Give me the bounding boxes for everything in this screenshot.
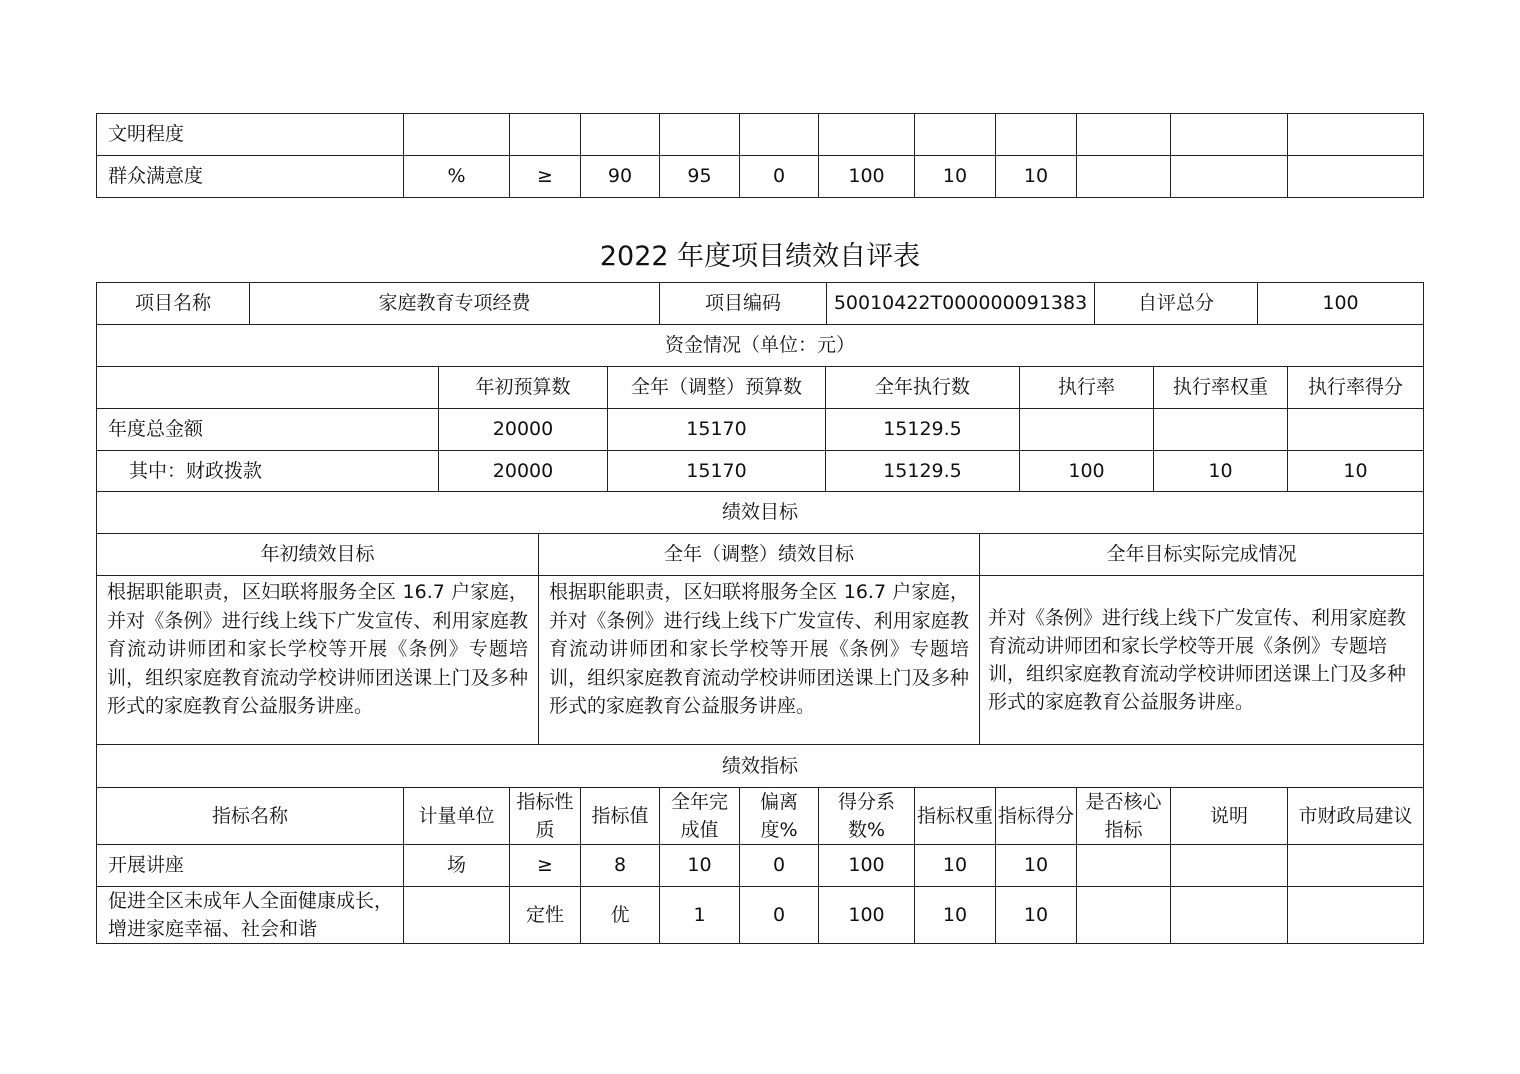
table-cell bbox=[1288, 845, 1424, 887]
table-cell: 并对《条例》进行线上线下广发宣传、利用家庭教育流动讲师团和家长学校等开展《条例》专题培训，组织家庭教育流动学校讲师团送课上门及多种形式的家庭教育公益服务讲座。 bbox=[980, 576, 1424, 745]
table-cell: 年初预算数 bbox=[439, 367, 608, 409]
table-cell bbox=[581, 114, 660, 156]
table-cell bbox=[97, 367, 439, 409]
table-cell: 开展讲座 bbox=[97, 845, 404, 887]
table-cell: 市财政局建议 bbox=[1288, 788, 1424, 845]
table-cell: 执行率得分 bbox=[1288, 367, 1424, 409]
indicator-table-continued bbox=[96, 113, 1424, 198]
table-cell: 100 bbox=[819, 845, 915, 887]
indicators-header bbox=[96, 744, 1424, 788]
table-cell: 年度总金额 bbox=[97, 409, 439, 451]
table-cell: 全年目标实际完成情况 bbox=[980, 534, 1424, 576]
self-evaluation-form bbox=[96, 283, 1423, 944]
table-cell: 90 bbox=[581, 156, 660, 198]
table-cell: 优 bbox=[581, 887, 660, 944]
funds-header bbox=[96, 324, 1424, 367]
table-cell: 10 bbox=[915, 156, 996, 198]
table-cell bbox=[819, 114, 915, 156]
table-row bbox=[97, 283, 1424, 325]
table-cell bbox=[740, 114, 819, 156]
table-cell: 场 bbox=[404, 845, 510, 887]
table-cell: 0 bbox=[740, 156, 819, 198]
table-cell: 15129.5 bbox=[826, 451, 1020, 492]
table-cell: 偏离度% bbox=[740, 788, 819, 845]
table-cell: 20000 bbox=[439, 409, 608, 451]
table-cell: 计量单位 bbox=[404, 788, 510, 845]
page-title: 2022 年度项目绩效自评表 bbox=[599, 241, 921, 272]
table-cell bbox=[996, 114, 1077, 156]
table-cell bbox=[1171, 156, 1288, 198]
table-row bbox=[97, 788, 1424, 845]
table-cell: 10 bbox=[660, 845, 740, 887]
table-cell: 0 bbox=[740, 845, 819, 887]
table-cell: 全年（调整）绩效目标 bbox=[539, 534, 980, 576]
table-cell: 指标得分 bbox=[996, 788, 1077, 845]
table-cell: 是否核心指标 bbox=[1077, 788, 1171, 845]
table-cell: 指标性质 bbox=[510, 788, 581, 845]
table-cell: ≥ bbox=[510, 845, 581, 887]
table-cell: 100 bbox=[819, 156, 915, 198]
table-cell: 1 bbox=[660, 887, 740, 944]
table-row bbox=[97, 367, 1424, 409]
table-cell bbox=[1288, 409, 1424, 451]
table-cell: 促进全区未成年人全面健康成长，增进家庭幸福、社会和谐 bbox=[97, 887, 404, 944]
table-cell: 100 bbox=[819, 887, 915, 944]
table-cell: 指标名称 bbox=[97, 788, 404, 845]
table-cell: 10 bbox=[915, 887, 996, 944]
table-cell: 10 bbox=[996, 845, 1077, 887]
table-cell: 项目名称 bbox=[97, 283, 250, 325]
table-cell: % bbox=[404, 156, 510, 198]
table-cell bbox=[1288, 156, 1424, 198]
table-row bbox=[97, 845, 1424, 887]
table-cell: 自评总分 bbox=[1095, 283, 1258, 325]
indicators-table bbox=[96, 787, 1424, 944]
table-cell: 其中：财政拨款 bbox=[97, 451, 439, 492]
table-cell: 15170 bbox=[608, 451, 826, 492]
table-cell: 15129.5 bbox=[826, 409, 1020, 451]
table-cell: 50010422T000000091383 bbox=[827, 283, 1095, 325]
table-cell: 家庭教育专项经费 bbox=[250, 283, 660, 325]
table-row bbox=[97, 325, 1424, 367]
table-cell: 根据职能职责，区妇联将服务全区 16.7 户家庭，并对《条例》进行线上线下广发宣传、利用家庭教育流动讲师团和家长学校等开展《条例》专题培训，组织家庭教育流动学校讲师团送课上门及多种形式的家庭教育公益服务讲座。 bbox=[539, 576, 980, 745]
table-cell bbox=[1171, 114, 1288, 156]
table-cell bbox=[1171, 887, 1288, 944]
table-row bbox=[97, 451, 1424, 492]
table-cell bbox=[404, 114, 510, 156]
table-row bbox=[97, 534, 1424, 576]
table-cell bbox=[1077, 845, 1171, 887]
table-cell: ≥ bbox=[510, 156, 581, 198]
table-cell: 说明 bbox=[1171, 788, 1288, 845]
table-cell bbox=[1171, 845, 1288, 887]
table-row bbox=[97, 492, 1424, 534]
table-cell: 项目编码 bbox=[660, 283, 827, 325]
table-cell: 10 bbox=[996, 887, 1077, 944]
table-cell: 全年完成值 bbox=[660, 788, 740, 845]
table-cell bbox=[404, 887, 510, 944]
table-cell: 绩效指标 bbox=[97, 745, 1424, 788]
table-cell: 100 bbox=[1020, 451, 1154, 492]
table-row bbox=[97, 887, 1424, 944]
funds-table bbox=[96, 366, 1424, 492]
table-cell: 10 bbox=[1288, 451, 1424, 492]
table-row bbox=[97, 745, 1424, 788]
table-cell: 全年执行数 bbox=[826, 367, 1020, 409]
table-cell: 指标值 bbox=[581, 788, 660, 845]
table-cell: 年初绩效目标 bbox=[97, 534, 539, 576]
table-cell: 0 bbox=[740, 887, 819, 944]
table-cell bbox=[510, 114, 581, 156]
table-cell: 20000 bbox=[439, 451, 608, 492]
table-cell bbox=[1077, 887, 1171, 944]
table-cell: 绩效目标 bbox=[97, 492, 1424, 534]
table-cell: 群众满意度 bbox=[97, 156, 404, 198]
table-cell bbox=[1020, 409, 1154, 451]
table-cell: 10 bbox=[996, 156, 1077, 198]
table-cell: 15170 bbox=[608, 409, 826, 451]
table-cell: 执行率 bbox=[1020, 367, 1154, 409]
table-cell: 指标权重 bbox=[915, 788, 996, 845]
table-cell: 根据职能职责，区妇联将服务全区 16.7 户家庭，并对《条例》进行线上线下广发宣传、利用家庭教育流动讲师团和家长学校等开展《条例》专题培训，组织家庭教育流动学校讲师团送课上门及多种形式的家庭教育公益服务讲座。 bbox=[97, 576, 539, 745]
table-cell: 8 bbox=[581, 845, 660, 887]
table-cell bbox=[660, 114, 740, 156]
table-cell bbox=[1288, 887, 1424, 944]
table-cell: 10 bbox=[915, 845, 996, 887]
table-cell: 得分系数% bbox=[819, 788, 915, 845]
table-cell: 全年（调整）预算数 bbox=[608, 367, 826, 409]
table-row bbox=[97, 114, 1424, 156]
table-cell bbox=[1154, 409, 1288, 451]
table-cell bbox=[915, 114, 996, 156]
table-cell: 95 bbox=[660, 156, 740, 198]
table-cell bbox=[1288, 114, 1424, 156]
table-cell: 文明程度 bbox=[97, 114, 404, 156]
table-cell: 100 bbox=[1258, 283, 1424, 325]
goals-header bbox=[96, 491, 1424, 534]
table-row bbox=[97, 156, 1424, 198]
table-cell bbox=[1077, 156, 1171, 198]
table-cell: 执行率权重 bbox=[1154, 367, 1288, 409]
project-info-table bbox=[96, 282, 1424, 325]
table-cell: 定性 bbox=[510, 887, 581, 944]
table-cell: 10 bbox=[1154, 451, 1288, 492]
goals-table bbox=[96, 533, 1424, 745]
table-row bbox=[97, 409, 1424, 451]
table-cell bbox=[1077, 114, 1171, 156]
table-row bbox=[97, 576, 1424, 745]
table-cell: 资金情况（单位：元） bbox=[97, 325, 1424, 367]
